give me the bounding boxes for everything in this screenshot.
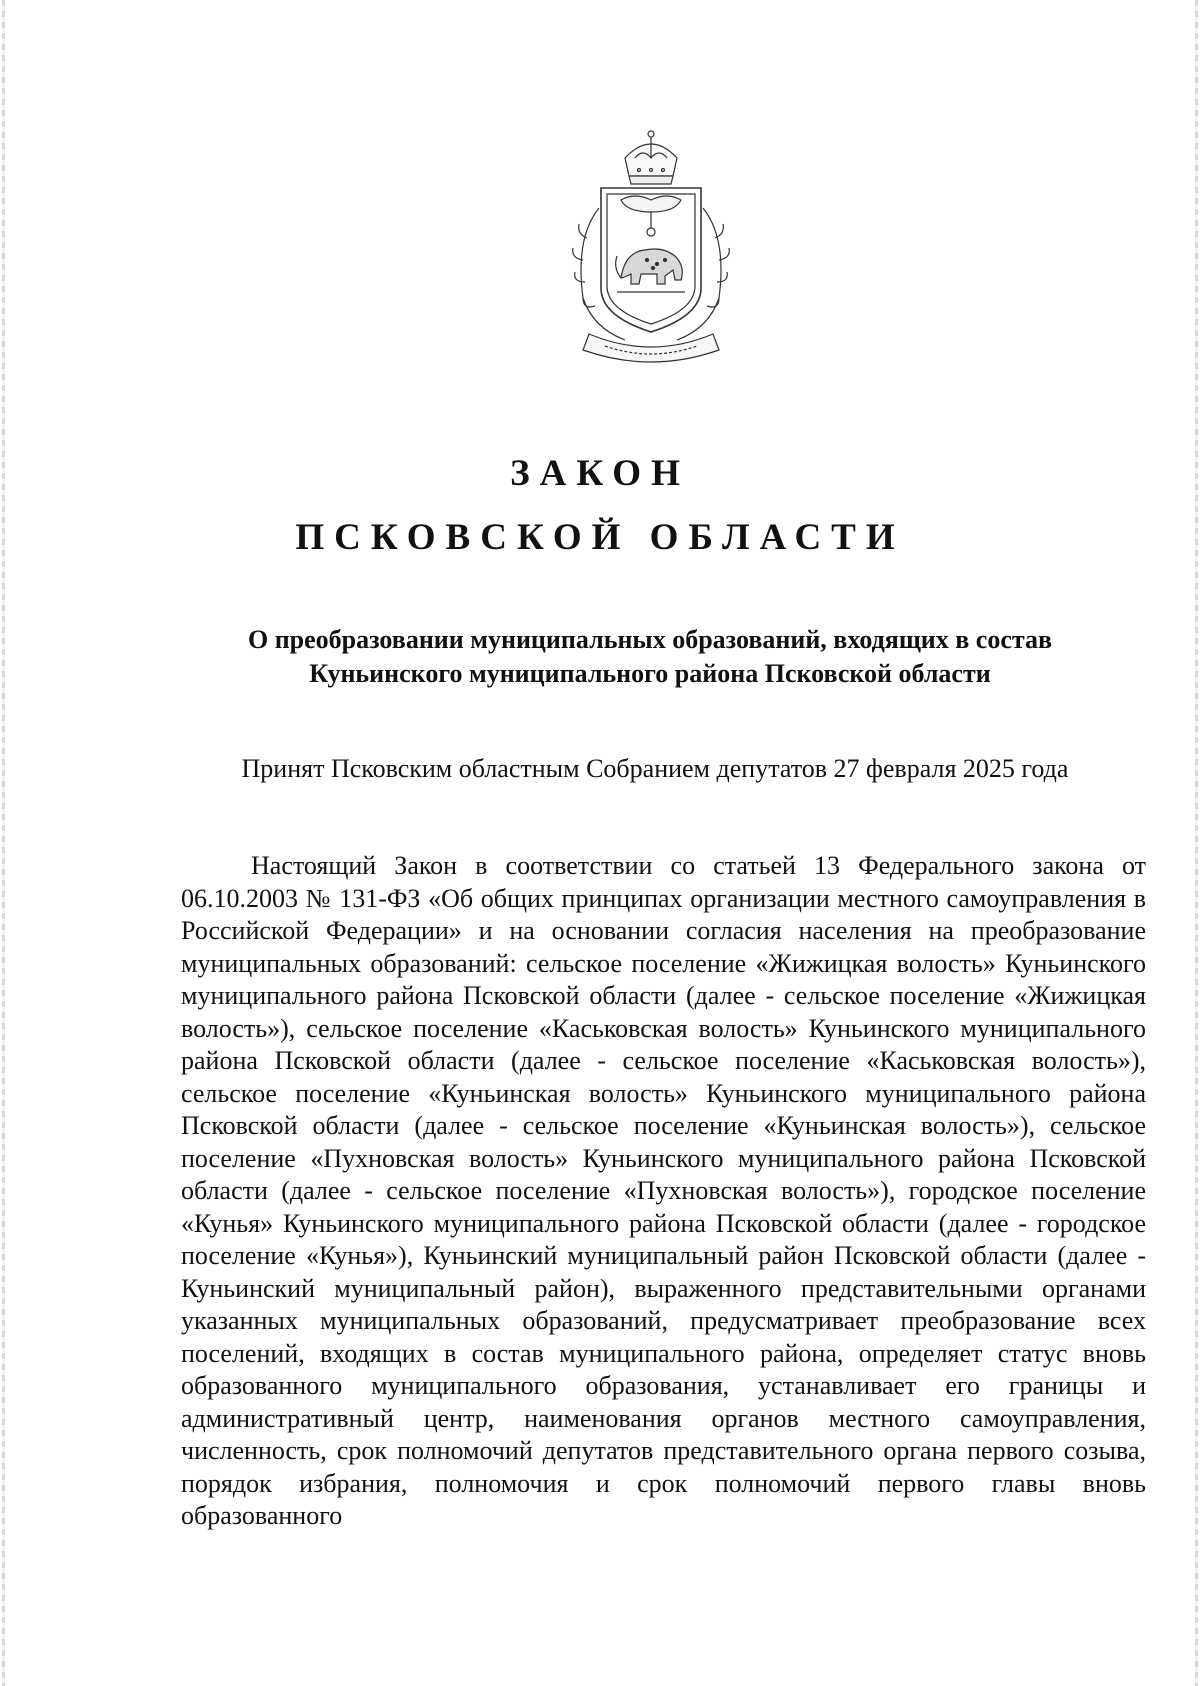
subject-line-2: Куньинского муниципального района Псковской области bbox=[309, 659, 991, 688]
body-paragraph: Настоящий Закон в соответствии со статьей 13 Федерального закона от 06.10.2003 № 131-ФЗ «Об общих принципах организации местного самоуправления в Российской Федерации» и на основании согласия населения на преобразование муниципальных образований: сельское поселение «Жижицкая волость» Куньинского муниципального района Псковской области (далее - сельское поселение «Жижицкая волость»), сельское поселение «Каськовская волость» Куньинского муниципального района Псковской области (далее - сельское поселение «Каськовская волость»), сельское поселение «Куньинская волость» Куньинского муниципального района Псковской области (далее - сельское поселение «Куньинская волость»), сельское поселение «Пухновская волость» Куньинского муниципального района Псковской области (далее - сельское поселение «Пухновская волость»), городское поселение «Кунья» Куньинского муниципального района Псковской области (далее - городское поселение «Кунья»), Куньинский муниципальный район Псковской области (далее - Куньинский муниципальный район), выраженного представительными органами указанных муниципальных образований, предусматривает преобразование всех поселений, входящих в состав муниципального района, определяет статус вновь образованного муниципального образования, устанавливает его границы и административный центр, наименования органов местного самоуправления, численность, срок полномочий депутатов представительного органа первого созыва, порядок избрания, полномочия и срок полномочий первого главы вновь образованного bbox=[181, 851, 1146, 1530]
adoption-note: Принят Псковским областным Собранием депутатов 27 февраля 2025 года bbox=[241, 754, 1069, 783]
law-subject-heading bbox=[200, 623, 1100, 691]
region-title: ПСКОВСКОЙ ОБЛАСТИ bbox=[295, 517, 905, 558]
subject-line-1: О преобразовании муниципальных образований, входящих в состав bbox=[247, 625, 1053, 654]
scan-edge-right bbox=[1195, 0, 1198, 1686]
ribbon-icon bbox=[583, 334, 719, 362]
shield-icon bbox=[601, 188, 701, 332]
crown-icon bbox=[625, 131, 677, 184]
coat-of-arms-emblem bbox=[565, 128, 737, 370]
scan-edge-left bbox=[2, 0, 5, 1686]
document-type-title: ЗАКОН bbox=[510, 453, 690, 494]
